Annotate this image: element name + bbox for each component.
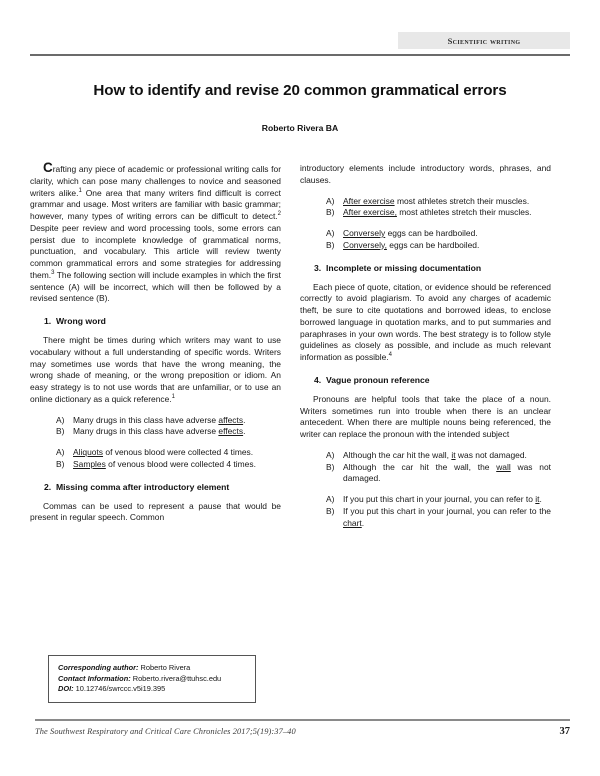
example-post: most athletes stretch their muscles. bbox=[394, 195, 530, 206]
drop-cap: C bbox=[43, 160, 53, 175]
example-label: B) bbox=[326, 461, 335, 472]
body-columns bbox=[30, 160, 570, 529]
corresponding-author-label: Corresponding author: bbox=[58, 663, 139, 672]
example-post: was not damaged. bbox=[455, 449, 527, 460]
section-1-examples-group-2 bbox=[30, 447, 281, 471]
list-item bbox=[56, 459, 281, 471]
example-underline: Conversely, bbox=[343, 239, 387, 250]
section-1-title: Wrong word bbox=[55, 316, 106, 326]
author-byline: Roberto Rivera BA bbox=[261, 123, 339, 133]
running-head-row bbox=[30, 0, 570, 49]
intro-text-4: The following section will include examples in which the first sentence (A) will be incorrect, which will then be followed by a revised sentence (B). bbox=[30, 269, 281, 304]
example-pre: Although the car hit the wall, the bbox=[343, 461, 497, 472]
footer-rule bbox=[35, 719, 570, 721]
example-post: eggs can be hardboiled. bbox=[385, 228, 478, 238]
section-2-examples-group-1 bbox=[300, 196, 551, 220]
example-post: . bbox=[361, 517, 365, 528]
example-post: . bbox=[243, 426, 246, 437]
section-heading-2 bbox=[44, 482, 281, 492]
example-post: of venous blood were collected 4 times. bbox=[103, 447, 254, 457]
example-post: eggs can be hardboiled. bbox=[386, 239, 480, 250]
left-column bbox=[30, 160, 281, 529]
running-head-label: Scientific writing bbox=[447, 35, 521, 46]
journal-citation: The Southwest Respiratory and Critical Care Chronicles 2017;5(19):37–40 bbox=[35, 727, 296, 736]
list-item bbox=[326, 240, 551, 252]
intro-text-3: Despite peer review and word processing tools, some errors can persist due to incomplete knowledge of grammatical norms, punctuation, and vocabulary. This article will review twenty common grammatical errors and some strategies for addressing them. bbox=[30, 222, 281, 280]
intro-text-2: One area that many writers find difficult is correct grammar and usage. Most writers are familiar with basic grammar; however, many types of writing errors can be difficult to detect. bbox=[30, 187, 281, 221]
example-underline: Conversely bbox=[343, 228, 386, 238]
example-pre: Many drugs in this class have adverse bbox=[73, 414, 219, 425]
example-post: . bbox=[243, 414, 246, 425]
section-1-ref: 1 bbox=[171, 393, 175, 400]
list-item bbox=[326, 506, 551, 530]
example-underline: After exercise, bbox=[343, 207, 397, 218]
intro-text-1: rafting any piece of academic or professional writing calls for clarity, which can pose many challenges to novice and seasoned writers alike. bbox=[30, 164, 281, 198]
example-pre: If you put this chart in your journal, you can refer to the bbox=[343, 505, 551, 516]
example-label: A) bbox=[56, 447, 65, 457]
example-underline: effects bbox=[218, 426, 244, 437]
example-underline: affects bbox=[218, 414, 244, 425]
section-4-examples-group-2 bbox=[300, 494, 551, 529]
example-label: A) bbox=[56, 414, 65, 425]
section-4-number: 4. bbox=[314, 374, 322, 385]
example-label: B) bbox=[326, 505, 335, 516]
intro-ref-3: 3 bbox=[51, 269, 55, 276]
example-label: A) bbox=[326, 195, 335, 206]
list-item bbox=[326, 196, 551, 208]
intro-ref-1: 1 bbox=[78, 187, 82, 194]
doi-label: DOI: bbox=[58, 684, 74, 694]
section-2-number: 2. bbox=[44, 481, 52, 492]
list-item bbox=[326, 450, 551, 462]
section-3-number: 3. bbox=[314, 262, 322, 273]
contact-information-label: Contact Information: bbox=[58, 673, 131, 683]
example-post: of venous blood were collected 4 times. bbox=[105, 458, 256, 469]
contact-information-line bbox=[58, 674, 246, 685]
contact-information-value[interactable]: Roberto.rivera@ttuhsc.edu bbox=[132, 673, 222, 683]
section-1-body-text: There might be times during which writers may want to use vocabulary without a full understanding of specific words. Writers may sometimes use words that have the wrong meaning, the wrong shade of meaning, or the wrong preposition or idiom. An easy strategy is to not use words that are unfamiliar, or to use an online dictionary as a quick reference. bbox=[30, 335, 281, 404]
section-heading-1 bbox=[44, 316, 281, 326]
list-item bbox=[326, 462, 551, 486]
example-label: A) bbox=[326, 449, 335, 460]
example-pre: If you put this chart in your journal, you can refer to bbox=[343, 494, 536, 504]
example-post: most athletes stretch their muscles. bbox=[396, 207, 532, 218]
example-post: . bbox=[539, 494, 542, 504]
list-item bbox=[56, 447, 281, 459]
example-label: B) bbox=[56, 426, 65, 437]
list-item bbox=[56, 415, 281, 427]
example-pre: Many drugs in this class have adverse bbox=[73, 426, 219, 437]
section-2-title: Missing comma after introductory element bbox=[55, 481, 230, 492]
corresponding-author-line bbox=[58, 663, 246, 674]
page-number: 37 bbox=[559, 726, 570, 737]
example-label: B) bbox=[326, 207, 335, 218]
list-item bbox=[326, 228, 551, 240]
right-column bbox=[300, 163, 551, 529]
section-2-body: Commas can be used to represent a pause that would be present in regular speech. Common bbox=[30, 500, 281, 523]
example-label: B) bbox=[326, 239, 335, 250]
running-head-band bbox=[398, 32, 570, 49]
section-heading-4 bbox=[314, 375, 551, 385]
example-label: B) bbox=[56, 458, 65, 469]
section-heading-3 bbox=[314, 263, 551, 273]
section-1-examples-group-1 bbox=[30, 415, 281, 439]
corresponding-author-box bbox=[48, 655, 256, 703]
example-post: was not damaged. bbox=[343, 461, 551, 484]
page-title: How to identify and revise 20 common grammatical errors bbox=[93, 82, 507, 99]
example-pre: Although the car hit the wall, bbox=[343, 449, 452, 460]
doi-line bbox=[58, 684, 246, 695]
section-2-body-continued: introductory elements include introductory words, phrases, and clauses. bbox=[300, 163, 551, 185]
section-3-body bbox=[300, 282, 551, 364]
section-1-body bbox=[30, 335, 281, 406]
section-4-body: Pronouns are helpful tools that take the place of a noun. Writers sometimes run into trouble when there is an unclear antecedent. When there are multiple nouns being referenced, the writer can replace the pronoun with the intended subject bbox=[300, 393, 551, 439]
example-underline: it bbox=[451, 449, 456, 460]
example-label: A) bbox=[326, 228, 335, 238]
example-underline: Aliquots bbox=[73, 447, 104, 457]
intro-paragraph bbox=[30, 160, 281, 305]
example-underline: After exercise bbox=[343, 195, 395, 206]
section-1-number: 1. bbox=[44, 316, 52, 326]
intro-ref-2: 2 bbox=[277, 211, 281, 218]
example-underline: it bbox=[535, 494, 540, 504]
example-underline: wall bbox=[496, 461, 511, 472]
section-4-examples-group-1 bbox=[300, 450, 551, 485]
example-underline: Samples bbox=[73, 458, 106, 469]
example-label: A) bbox=[326, 494, 335, 504]
list-item bbox=[326, 207, 551, 219]
section-2-examples-group-2 bbox=[300, 228, 551, 252]
section-3-ref: 4 bbox=[388, 352, 392, 359]
page-footer bbox=[35, 726, 570, 737]
doi-value[interactable]: 10.12746/swrccc.v5i19.395 bbox=[75, 684, 166, 694]
list-item bbox=[326, 494, 551, 506]
example-underline: chart bbox=[343, 517, 362, 528]
section-4-title: Vague pronoun reference bbox=[325, 374, 430, 385]
section-3-title: Incomplete or missing documentation bbox=[325, 262, 482, 273]
section-3-body-text: Each piece of quote, citation, or evidence should be referenced correctly to avoid plagiarism. To avoid any charges of academic theft, be sure to cite quotations and borrowed ideas, to enclose borrowed language in quotation marks, and to put summaries and paraphrases in your own words. The best strategy is to follow style guidelines as closely as possible, and include as much relevant information as possible. bbox=[300, 281, 551, 362]
list-item bbox=[56, 426, 281, 438]
corresponding-author-value: Roberto Rivera bbox=[140, 663, 191, 672]
header-rule bbox=[30, 54, 570, 56]
